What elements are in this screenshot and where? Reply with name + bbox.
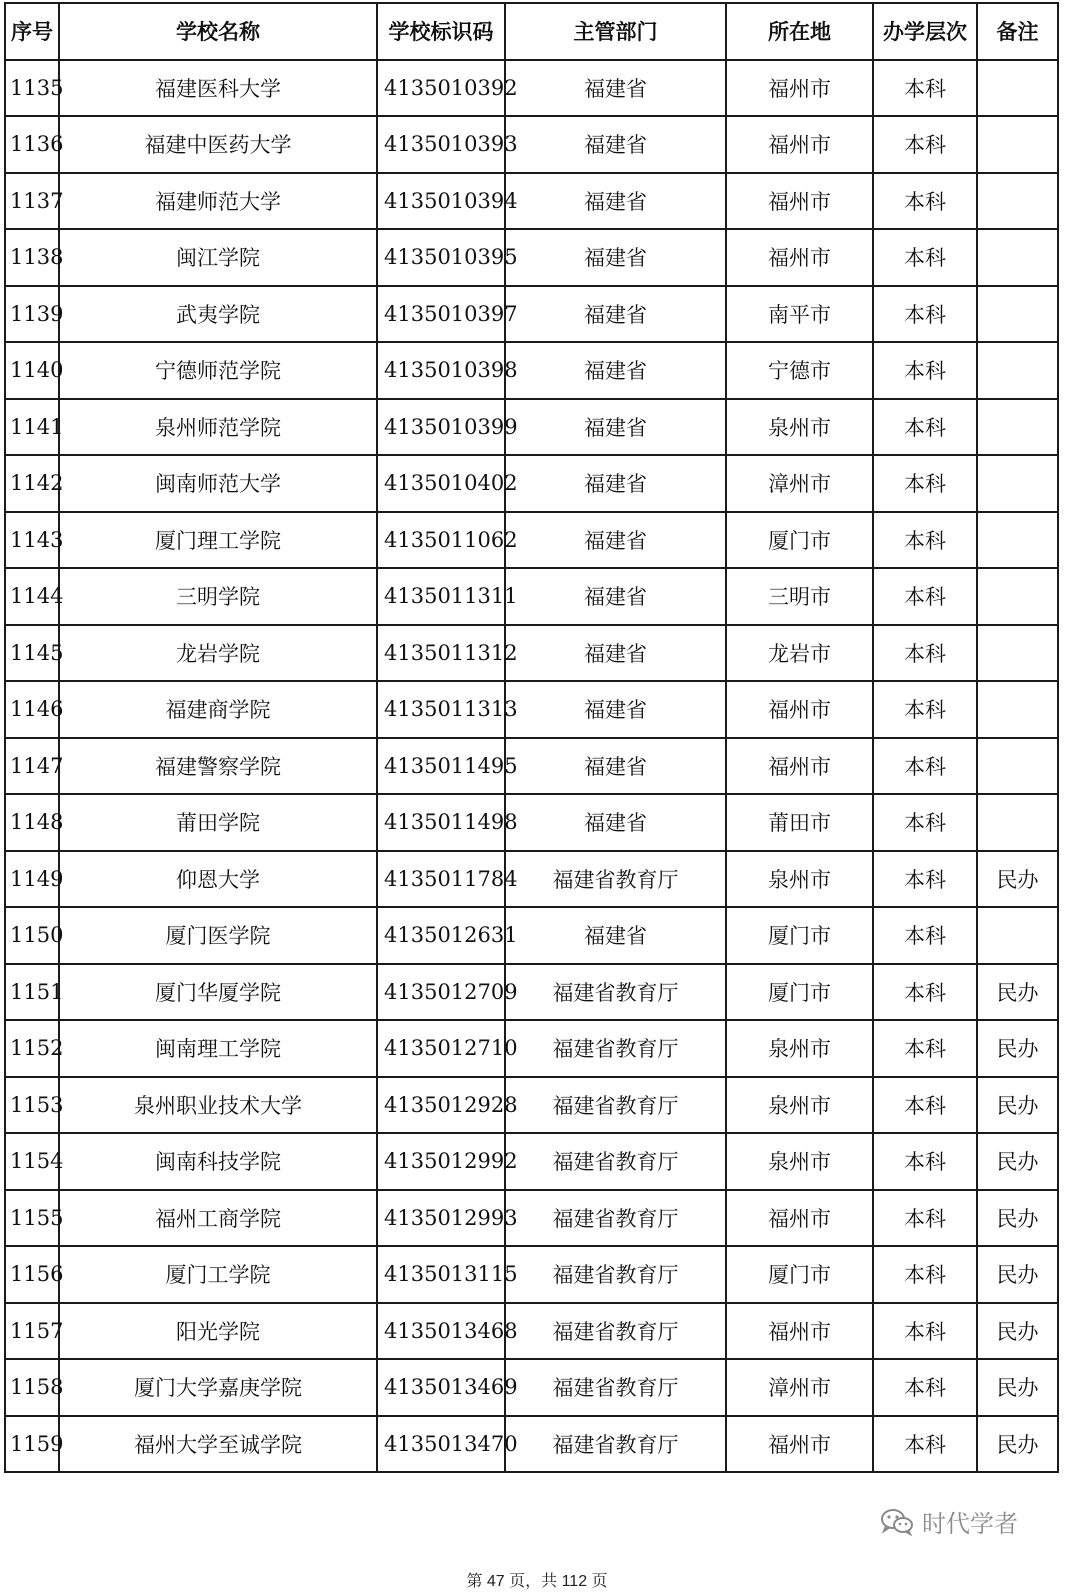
cell-location: 漳州市: [726, 455, 873, 512]
cell-seq: 1148: [5, 794, 59, 851]
table-row: [5, 1416, 1058, 1473]
cell-school-code: 4135012710: [377, 1020, 505, 1077]
cell-school-code: 4135011498: [377, 794, 505, 851]
cell-school-code: 4135013469: [377, 1359, 505, 1416]
cell-seq: 1154: [5, 1133, 59, 1190]
cell-level: 本科: [873, 964, 977, 1021]
cell-note: [977, 455, 1058, 512]
cell-location: 福州市: [726, 738, 873, 795]
cell-level: 本科: [873, 1190, 977, 1247]
cell-seq: 1156: [5, 1246, 59, 1303]
table-row: [5, 568, 1058, 625]
cell-level: 本科: [873, 173, 977, 230]
header-location: 所在地: [726, 3, 873, 60]
cell-location: 宁德市: [726, 342, 873, 399]
cell-location: 福州市: [726, 1190, 873, 1247]
cell-level: 本科: [873, 286, 977, 343]
cell-department: 福建省: [505, 738, 726, 795]
cell-department: 福建省: [505, 681, 726, 738]
cell-note: 民办: [977, 1416, 1058, 1473]
table-row: [5, 625, 1058, 682]
cell-level: 本科: [873, 851, 977, 908]
table-row: [5, 794, 1058, 851]
table-header-row: [5, 3, 1058, 60]
cell-school-name: 福建师范大学: [59, 173, 377, 230]
table-row: [5, 851, 1058, 908]
cell-note: 民办: [977, 1246, 1058, 1303]
cell-school-code: 4135012993: [377, 1190, 505, 1247]
cell-location: 泉州市: [726, 1133, 873, 1190]
table-row: [5, 229, 1058, 286]
cell-location: 福州市: [726, 60, 873, 117]
cell-school-code: 4135011495: [377, 738, 505, 795]
cell-location: 南平市: [726, 286, 873, 343]
wechat-icon: [880, 1508, 914, 1536]
table-row: [5, 399, 1058, 456]
cell-note: [977, 568, 1058, 625]
cell-note: 民办: [977, 1133, 1058, 1190]
cell-school-code: 4135012709: [377, 964, 505, 1021]
cell-school-name: 福建中医药大学: [59, 116, 377, 173]
cell-location: 福州市: [726, 1303, 873, 1360]
cell-school-name: 闽江学院: [59, 229, 377, 286]
cell-school-name: 泉州职业技术大学: [59, 1077, 377, 1134]
header-seq: 序号: [5, 3, 59, 60]
cell-department: 福建省: [505, 794, 726, 851]
table-row: [5, 1077, 1058, 1134]
cell-note: 民办: [977, 851, 1058, 908]
watermark: [880, 1504, 1018, 1539]
table-row: [5, 512, 1058, 569]
cell-department: 福建省: [505, 342, 726, 399]
cell-department: 福建省: [505, 60, 726, 117]
cell-note: 民办: [977, 1020, 1058, 1077]
table-row: [5, 116, 1058, 173]
cell-department: 福建省: [505, 568, 726, 625]
cell-seq: 1141: [5, 399, 59, 456]
cell-school-code: 4135011313: [377, 681, 505, 738]
cell-note: [977, 625, 1058, 682]
cell-department: 福建省教育厅: [505, 1303, 726, 1360]
cell-seq: 1145: [5, 625, 59, 682]
cell-note: [977, 173, 1058, 230]
cell-level: 本科: [873, 229, 977, 286]
cell-department: 福建省: [505, 907, 726, 964]
cell-school-code: 4135010398: [377, 342, 505, 399]
cell-school-code: 4135011784: [377, 851, 505, 908]
cell-level: 本科: [873, 1133, 977, 1190]
cell-department: 福建省教育厅: [505, 851, 726, 908]
cell-department: 福建省: [505, 399, 726, 456]
cell-department: 福建省: [505, 455, 726, 512]
cell-note: [977, 794, 1058, 851]
cell-department: 福建省教育厅: [505, 1246, 726, 1303]
cell-level: 本科: [873, 1020, 977, 1077]
cell-seq: 1155: [5, 1190, 59, 1247]
cell-seq: 1158: [5, 1359, 59, 1416]
cell-school-name: 厦门华厦学院: [59, 964, 377, 1021]
cell-school-name: 厦门工学院: [59, 1246, 377, 1303]
cell-note: [977, 907, 1058, 964]
cell-level: 本科: [873, 1416, 977, 1473]
cell-department: 福建省: [505, 173, 726, 230]
table-row: [5, 1020, 1058, 1077]
cell-note: [977, 116, 1058, 173]
cell-level: 本科: [873, 116, 977, 173]
cell-location: 泉州市: [726, 851, 873, 908]
cell-school-name: 三明学院: [59, 568, 377, 625]
cell-seq: 1146: [5, 681, 59, 738]
cell-location: 漳州市: [726, 1359, 873, 1416]
cell-seq: 1135: [5, 60, 59, 117]
cell-level: 本科: [873, 794, 977, 851]
cell-department: 福建省: [505, 286, 726, 343]
cell-location: 厦门市: [726, 964, 873, 1021]
cell-school-name: 闽南科技学院: [59, 1133, 377, 1190]
cell-location: 泉州市: [726, 1077, 873, 1134]
university-table: [4, 2, 1059, 1473]
cell-school-name: 闽南师范大学: [59, 455, 377, 512]
cell-school-name: 宁德师范学院: [59, 342, 377, 399]
cell-note: [977, 681, 1058, 738]
header-dept: 主管部门: [505, 3, 726, 60]
cell-school-code: 4135010392: [377, 60, 505, 117]
table-row: [5, 342, 1058, 399]
cell-school-name: 福建商学院: [59, 681, 377, 738]
table-row: [5, 286, 1058, 343]
cell-note: [977, 286, 1058, 343]
cell-level: 本科: [873, 738, 977, 795]
cell-seq: 1147: [5, 738, 59, 795]
cell-school-code: 4135013115: [377, 1246, 505, 1303]
cell-note: [977, 342, 1058, 399]
cell-seq: 1137: [5, 173, 59, 230]
cell-department: 福建省教育厅: [505, 1416, 726, 1473]
cell-school-code: 4135011312: [377, 625, 505, 682]
cell-department: 福建省教育厅: [505, 1133, 726, 1190]
cell-school-code: 4135010399: [377, 399, 505, 456]
cell-school-name: 福州工商学院: [59, 1190, 377, 1247]
cell-level: 本科: [873, 1246, 977, 1303]
cell-school-code: 4135011311: [377, 568, 505, 625]
cell-school-name: 福建警察学院: [59, 738, 377, 795]
cell-level: 本科: [873, 568, 977, 625]
cell-location: 福州市: [726, 681, 873, 738]
cell-location: 泉州市: [726, 1020, 873, 1077]
cell-department: 福建省教育厅: [505, 1020, 726, 1077]
table-row: [5, 1359, 1058, 1416]
cell-school-code: 4135010397: [377, 286, 505, 343]
cell-location: 龙岩市: [726, 625, 873, 682]
table-row: [5, 681, 1058, 738]
cell-seq: 1159: [5, 1416, 59, 1473]
header-level: 办学层次: [873, 3, 977, 60]
cell-school-name: 厦门医学院: [59, 907, 377, 964]
header-code: 学校标识码: [377, 3, 505, 60]
header-note: 备注: [977, 3, 1058, 60]
cell-school-name: 福建医科大学: [59, 60, 377, 117]
cell-note: [977, 229, 1058, 286]
cell-seq: 1139: [5, 286, 59, 343]
cell-seq: 1153: [5, 1077, 59, 1134]
table-row: [5, 455, 1058, 512]
cell-note: 民办: [977, 1303, 1058, 1360]
cell-level: 本科: [873, 1303, 977, 1360]
cell-level: 本科: [873, 60, 977, 117]
page-footer: 第 47 页，共 112 页: [466, 1573, 608, 1590]
cell-school-code: 4135013470: [377, 1416, 505, 1473]
cell-school-code: 4135013468: [377, 1303, 505, 1360]
cell-seq: 1151: [5, 964, 59, 1021]
cell-school-name: 仰恩大学: [59, 851, 377, 908]
cell-school-code: 4135010395: [377, 229, 505, 286]
header-name: 学校名称: [59, 3, 377, 60]
cell-seq: 1149: [5, 851, 59, 908]
cell-school-code: 4135012631: [377, 907, 505, 964]
cell-level: 本科: [873, 399, 977, 456]
cell-department: 福建省: [505, 229, 726, 286]
cell-school-name: 阳光学院: [59, 1303, 377, 1360]
table-row: [5, 173, 1058, 230]
cell-level: 本科: [873, 512, 977, 569]
cell-school-code: 4135011062: [377, 512, 505, 569]
table-row: [5, 1133, 1058, 1190]
cell-location: 厦门市: [726, 1246, 873, 1303]
cell-department: 福建省教育厅: [505, 964, 726, 1021]
cell-location: 厦门市: [726, 907, 873, 964]
cell-department: 福建省: [505, 116, 726, 173]
cell-school-code: 4135012992: [377, 1133, 505, 1190]
cell-department: 福建省教育厅: [505, 1359, 726, 1416]
cell-location: 莆田市: [726, 794, 873, 851]
cell-seq: 1142: [5, 455, 59, 512]
cell-department: 福建省教育厅: [505, 1190, 726, 1247]
cell-level: 本科: [873, 681, 977, 738]
table-row: [5, 964, 1058, 1021]
cell-seq: 1157: [5, 1303, 59, 1360]
cell-department: 福建省: [505, 512, 726, 569]
cell-school-code: 4135010393: [377, 116, 505, 173]
table-row: [5, 907, 1058, 964]
cell-department: 福建省教育厅: [505, 1077, 726, 1134]
cell-note: 民办: [977, 964, 1058, 1021]
cell-school-name: 厦门理工学院: [59, 512, 377, 569]
cell-level: 本科: [873, 455, 977, 512]
cell-seq: 1143: [5, 512, 59, 569]
table-row: [5, 1190, 1058, 1247]
cell-note: 民办: [977, 1359, 1058, 1416]
cell-note: 民办: [977, 1077, 1058, 1134]
watermark-text: 时代学者: [922, 1510, 1018, 1538]
cell-seq: 1138: [5, 229, 59, 286]
cell-school-name: 厦门大学嘉庚学院: [59, 1359, 377, 1416]
cell-school-code: 4135010394: [377, 173, 505, 230]
cell-seq: 1136: [5, 116, 59, 173]
cell-location: 三明市: [726, 568, 873, 625]
cell-department: 福建省: [505, 625, 726, 682]
cell-school-name: 闽南理工学院: [59, 1020, 377, 1077]
cell-level: 本科: [873, 342, 977, 399]
cell-school-code: 4135010402: [377, 455, 505, 512]
cell-location: 泉州市: [726, 399, 873, 456]
cell-school-name: 莆田学院: [59, 794, 377, 851]
cell-level: 本科: [873, 907, 977, 964]
cell-location: 福州市: [726, 173, 873, 230]
cell-school-name: 武夷学院: [59, 286, 377, 343]
table-row: [5, 1303, 1058, 1360]
table-row: [5, 738, 1058, 795]
cell-level: 本科: [873, 1077, 977, 1134]
table-body: [5, 60, 1058, 1473]
cell-school-name: 福州大学至诚学院: [59, 1416, 377, 1473]
cell-seq: 1144: [5, 568, 59, 625]
cell-note: 民办: [977, 1190, 1058, 1247]
cell-school-code: 4135012928: [377, 1077, 505, 1134]
cell-school-name: 龙岩学院: [59, 625, 377, 682]
cell-note: [977, 60, 1058, 117]
table-row: [5, 1246, 1058, 1303]
cell-level: 本科: [873, 1359, 977, 1416]
cell-note: [977, 738, 1058, 795]
cell-seq: 1150: [5, 907, 59, 964]
cell-seq: 1140: [5, 342, 59, 399]
cell-location: 福州市: [726, 1416, 873, 1473]
table-row: [5, 60, 1058, 117]
cell-seq: 1152: [5, 1020, 59, 1077]
cell-school-name: 泉州师范学院: [59, 399, 377, 456]
cell-location: 福州市: [726, 116, 873, 173]
cell-location: 福州市: [726, 229, 873, 286]
cell-note: [977, 512, 1058, 569]
cell-location: 厦门市: [726, 512, 873, 569]
cell-level: 本科: [873, 625, 977, 682]
cell-note: [977, 399, 1058, 456]
